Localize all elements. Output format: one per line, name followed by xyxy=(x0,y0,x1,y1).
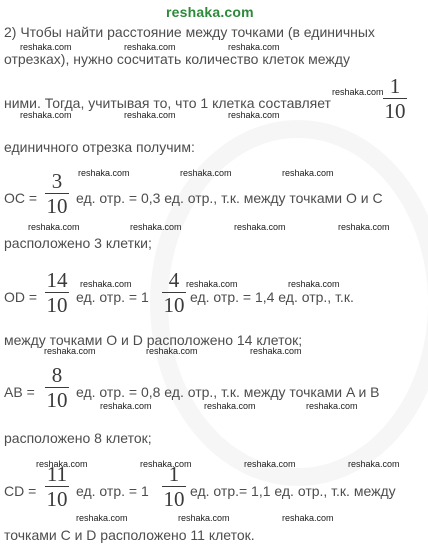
fraction-denominator: 10 xyxy=(46,388,68,412)
ab-cont: расположено 8 клеток; xyxy=(4,430,152,446)
oc-cont: расположено 3 клетки; xyxy=(4,235,152,251)
text-line-1: 2) Чтобы найти расстояние между точками (в единичных xyxy=(4,24,375,40)
text-line-2: отрезках), нужно сосчитать количество клеток между xyxy=(4,51,350,67)
fraction-numerator: 3 xyxy=(51,169,63,193)
cd-label: CD = xyxy=(4,483,37,499)
fraction-denominator: 10 xyxy=(163,487,185,511)
od-mid: ед. отр. = 1 xyxy=(76,289,149,305)
watermark-text: reshaka.com xyxy=(124,110,176,120)
fraction-oc xyxy=(43,170,71,217)
fraction-cd xyxy=(43,463,71,510)
watermark-text: reshaka.com xyxy=(282,168,334,178)
fraction-denominator: 10 xyxy=(46,293,68,317)
fraction-numerator: 14 xyxy=(46,268,68,292)
watermark-text: reshaka.com xyxy=(234,222,286,232)
fraction-numerator: 8 xyxy=(51,363,63,387)
fraction-od xyxy=(43,269,71,316)
cd-mid: ед. отр. = 1 xyxy=(76,483,149,499)
watermark-text: reshaka.com xyxy=(332,87,384,97)
watermark-text: reshaka.com xyxy=(338,222,390,232)
watermark-text: reshaka.com xyxy=(186,279,238,289)
watermark-text: reshaka.com xyxy=(306,401,358,411)
fraction-one-tenth xyxy=(381,75,409,122)
fraction-denominator: 10 xyxy=(163,293,185,317)
watermark-text: reshaka.com xyxy=(28,222,80,232)
watermark-text: reshaka.com xyxy=(146,346,198,356)
text-line-4: единичного отрезка получим: xyxy=(4,139,195,155)
watermark-text: reshaka.com xyxy=(180,168,232,178)
watermark-text: reshaka.com xyxy=(36,459,88,469)
watermark-text: reshaka.com xyxy=(130,222,182,232)
watermark-text: reshaka.com xyxy=(250,346,302,356)
site-brand: reshaka.com xyxy=(166,4,254,20)
watermark-text: reshaka.com xyxy=(20,110,72,120)
fraction-denominator: 10 xyxy=(46,487,68,511)
fraction-od-mixed xyxy=(160,269,188,316)
watermark-text: reshaka.com xyxy=(44,346,96,356)
od-rest: ед. отр. = 1,4 ед. отр., т.к. xyxy=(190,289,354,305)
watermark-text: reshaka.com xyxy=(20,42,72,52)
fraction-denominator: 10 xyxy=(46,194,68,218)
fraction-ab xyxy=(43,364,71,411)
oc-label: OC = xyxy=(4,190,38,206)
watermark-text: reshaka.com xyxy=(204,401,256,411)
fraction-denominator: 10 xyxy=(384,99,406,123)
watermark-text: reshaka.com xyxy=(178,513,230,523)
watermark-text: reshaka.com xyxy=(78,168,130,178)
watermark-text: reshaka.com xyxy=(228,42,280,52)
fraction-numerator: 11 xyxy=(46,462,68,486)
watermark-text: reshaka.com xyxy=(244,459,296,469)
text-line-3: ними. Тогда, учитывая то, что 1 клетка составляет xyxy=(4,95,331,111)
ab-label: AB = xyxy=(4,384,35,400)
watermark-text: reshaka.com xyxy=(282,513,334,523)
od-label: OD = xyxy=(4,289,38,305)
fraction-numerator: 1 xyxy=(168,462,180,486)
oc-rest: ед. отр. = 0,3 ед. отр., т.к. между точками O и C xyxy=(76,190,383,206)
watermark-text: reshaka.com xyxy=(124,42,176,52)
fraction-numerator: 1 xyxy=(389,74,401,98)
watermark-text: reshaka.com xyxy=(100,401,152,411)
fraction-cd-mixed xyxy=(160,463,188,510)
watermark-text: reshaka.com xyxy=(348,459,400,469)
od-cont: между точками O и D расположено 14 клеток; xyxy=(4,332,303,348)
watermark-text: reshaka.com xyxy=(80,279,132,289)
fraction-numerator: 4 xyxy=(168,268,180,292)
watermark-text: reshaka.com xyxy=(228,110,280,120)
cd-cont: точками C и D расположено 11 клеток. xyxy=(4,527,255,543)
ab-rest: ед. отр. = 0,8 ед. отр., т.к. между точками A и B xyxy=(76,384,380,400)
cd-rest: ед. отр.= 1,1 ед. отр., т.к. между xyxy=(190,483,396,499)
watermark-text: reshaka.com xyxy=(288,279,340,289)
watermark-text: reshaka.com xyxy=(140,459,192,469)
watermark-text: reshaka.com xyxy=(76,513,128,523)
